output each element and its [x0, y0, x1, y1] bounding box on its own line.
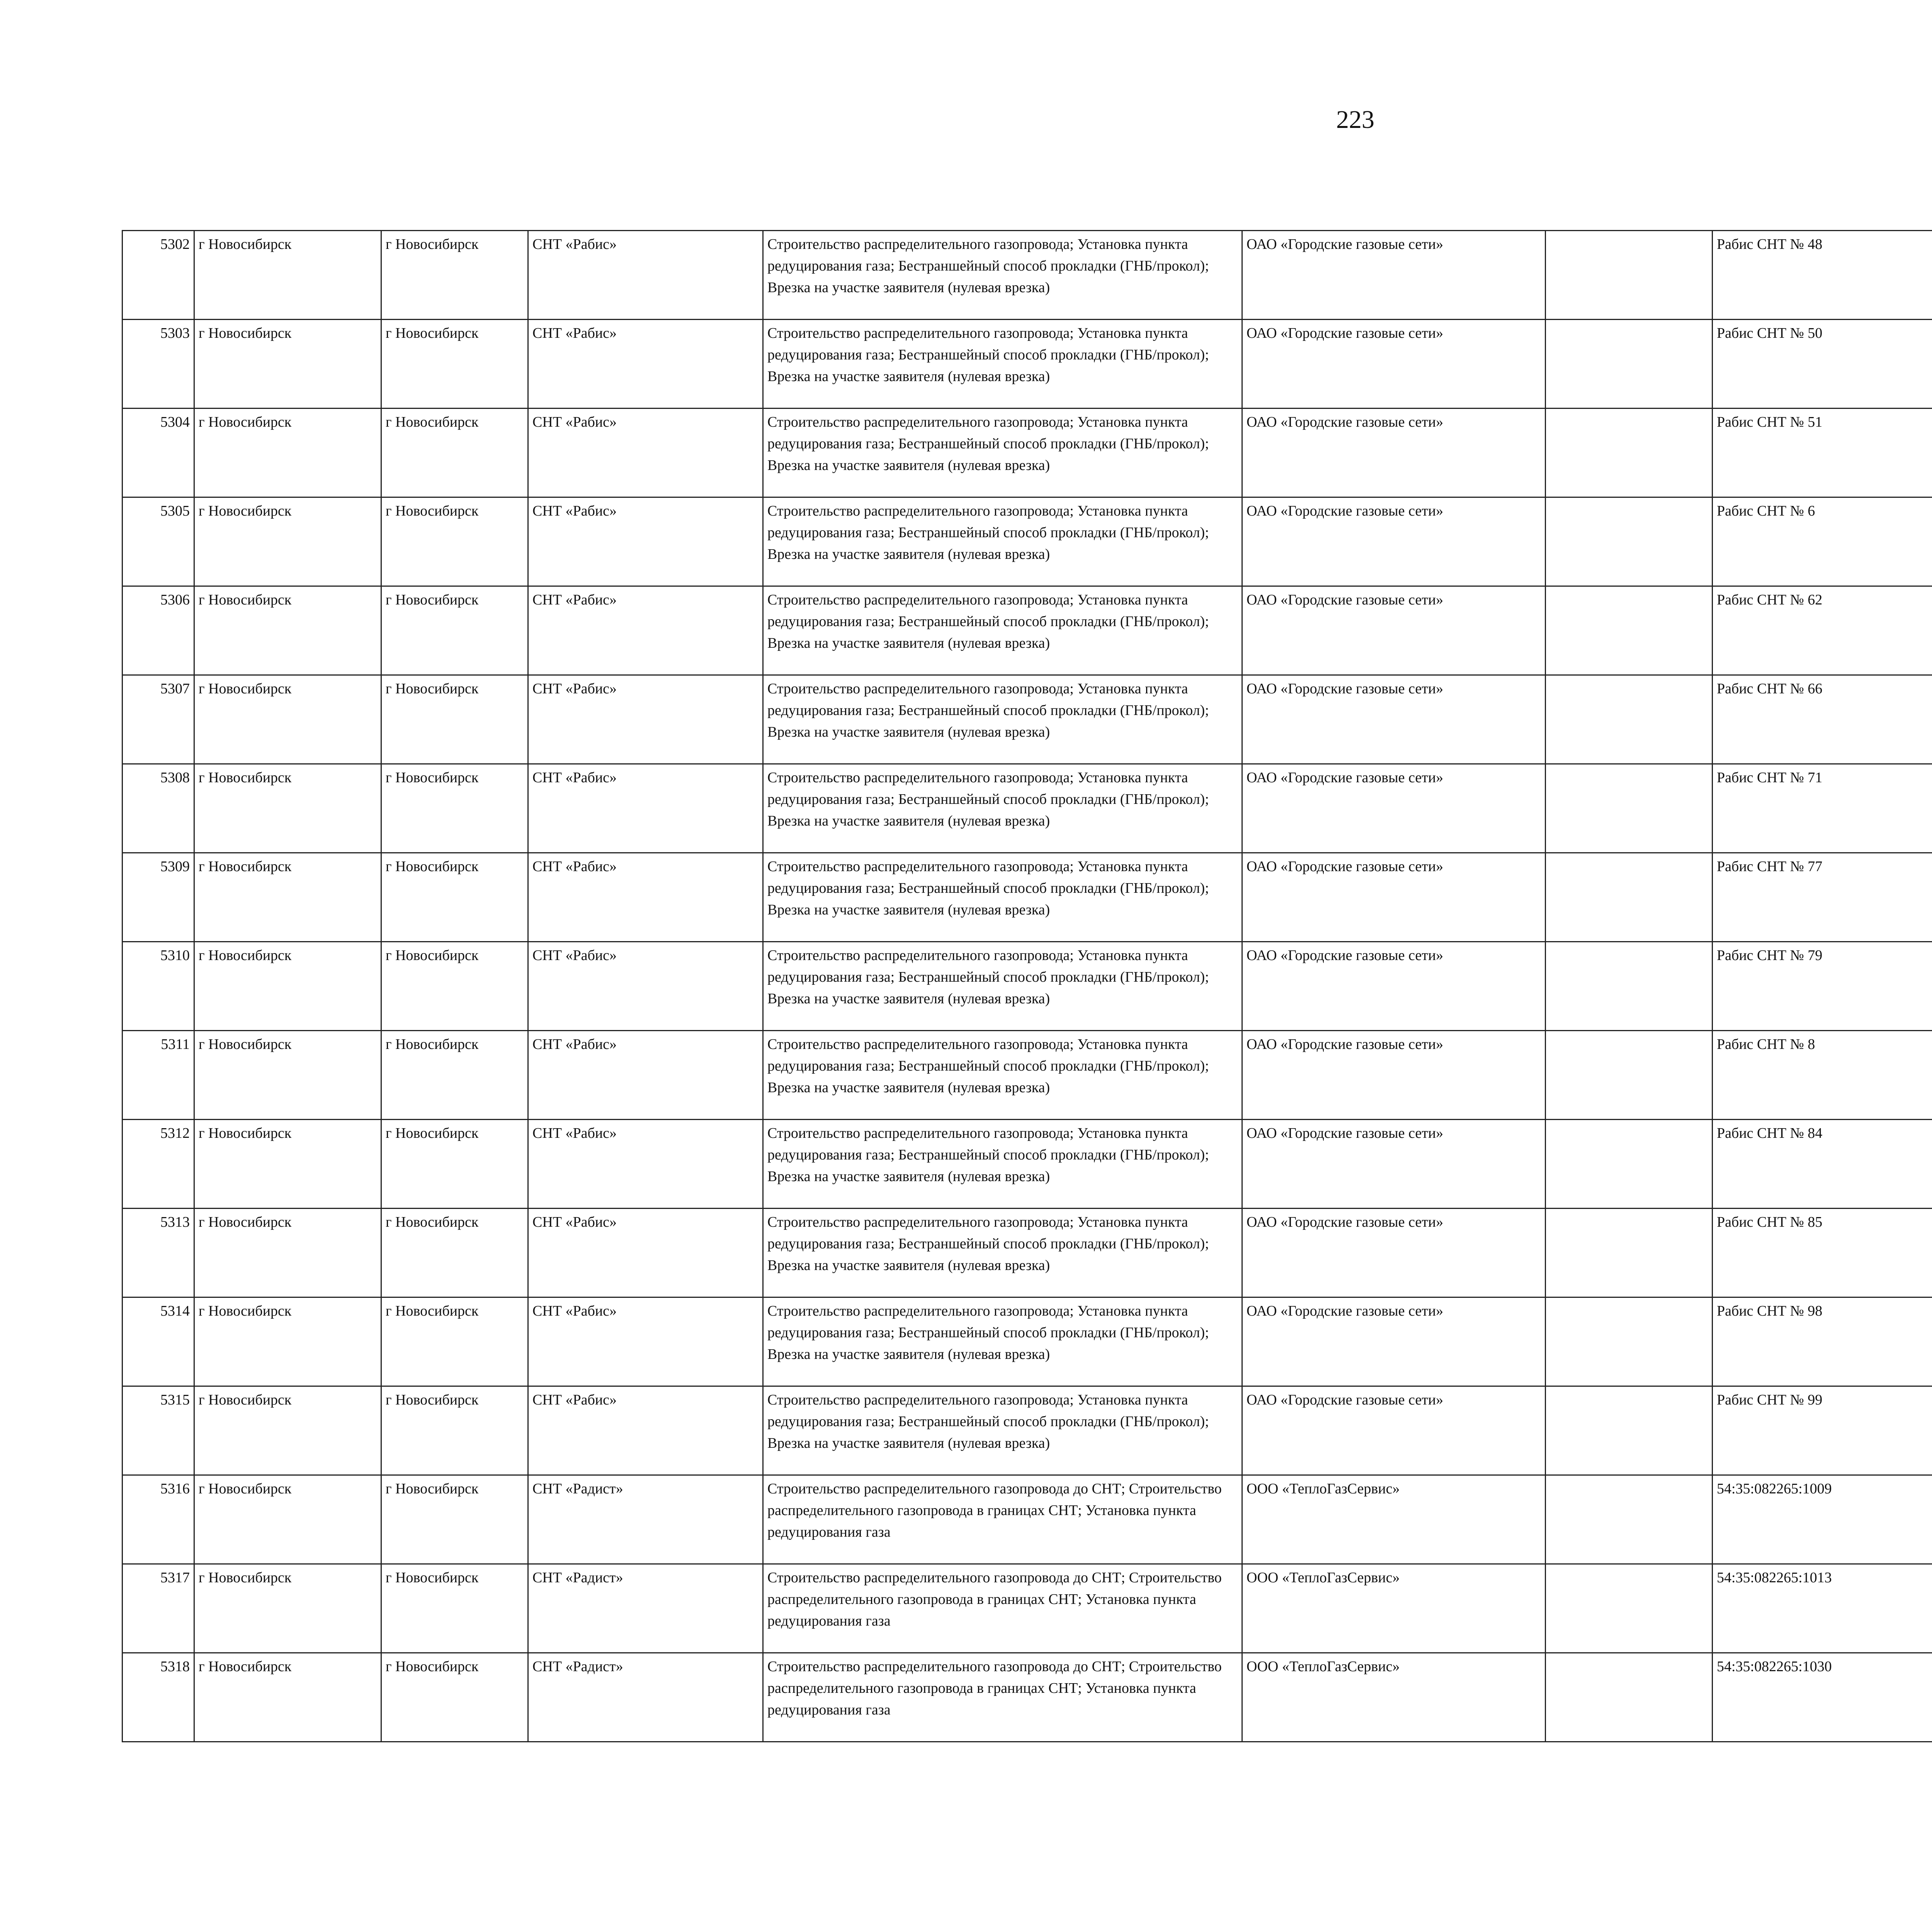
- cell-object: 54:35:082265:1009: [1713, 1475, 1932, 1564]
- table-row: [122, 320, 1932, 409]
- cell-snt: СНТ «Рабис»: [528, 1120, 763, 1209]
- cell-region: г Новосибирск: [194, 853, 381, 942]
- table-row: [122, 942, 1932, 1031]
- cell-organization: ООО «ТеплоГазСервис»: [1242, 1653, 1546, 1742]
- cell-snt: СНТ «Рабис»: [528, 764, 763, 853]
- cell-city: г Новосибирск: [381, 1564, 528, 1653]
- table-row: [122, 1564, 1932, 1653]
- cell-number: 5308: [122, 764, 194, 853]
- cell-snt: СНТ «Радист»: [528, 1475, 763, 1564]
- cell-city: г Новосибирск: [381, 409, 528, 497]
- table-row: [122, 586, 1932, 675]
- page-number: 223: [1336, 106, 1374, 134]
- cell-number: 5307: [122, 675, 194, 764]
- cell-work-description: Строительство распределительного газопровода; Установка пункта редуцирования газа; Бестраншейный способ прокладки (ГНБ/прокол); Врезка на участке заявителя (нулевая врезка): [763, 853, 1242, 942]
- cell-snt: СНТ «Рабис»: [528, 231, 763, 320]
- cell-object: Рабис СНТ № 66: [1713, 675, 1932, 764]
- table-row: [122, 409, 1932, 497]
- cell-number: 5306: [122, 586, 194, 675]
- cell-organization: ОАО «Городские газовые сети»: [1242, 409, 1546, 497]
- cell-work-description: Строительство распределительного газопровода; Установка пункта редуцирования газа; Бестраншейный способ прокладки (ГНБ/прокол); Врезка на участке заявителя (нулевая врезка): [763, 942, 1242, 1031]
- cell-number: 5317: [122, 1564, 194, 1653]
- table-row: [122, 1386, 1932, 1475]
- cell-empty: [1546, 231, 1713, 320]
- cell-city: г Новосибирск: [381, 853, 528, 942]
- cell-region: г Новосибирск: [194, 1564, 381, 1653]
- cell-snt: СНТ «Рабис»: [528, 1209, 763, 1297]
- cell-empty: [1546, 1297, 1713, 1386]
- cell-work-description: Строительство распределительного газопровода; Установка пункта редуцирования газа; Бестраншейный способ прокладки (ГНБ/прокол); Врезка на участке заявителя (нулевая врезка): [763, 675, 1242, 764]
- cell-organization: ОАО «Городские газовые сети»: [1242, 586, 1546, 675]
- cell-region: г Новосибирск: [194, 320, 381, 409]
- gasification-table: [122, 230, 1932, 1742]
- cell-number: 5302: [122, 231, 194, 320]
- cell-empty: [1546, 1386, 1713, 1475]
- cell-object: 54:35:082265:1013: [1713, 1564, 1932, 1653]
- cell-empty: [1546, 764, 1713, 853]
- cell-empty: [1546, 586, 1713, 675]
- cell-region: г Новосибирск: [194, 586, 381, 675]
- cell-snt: СНТ «Рабис»: [528, 497, 763, 586]
- table-row: [122, 1475, 1932, 1564]
- cell-work-description: Строительство распределительного газопровода до СНТ; Строительство распределительного газопровода в границах СНТ; Установка пункта редуцирования газа: [763, 1653, 1242, 1742]
- table-row: [122, 764, 1932, 853]
- cell-object: Рабис СНТ № 79: [1713, 942, 1932, 1031]
- cell-object: Рабис СНТ № 62: [1713, 586, 1932, 675]
- cell-organization: ОАО «Городские газовые сети»: [1242, 764, 1546, 853]
- cell-number: 5313: [122, 1209, 194, 1297]
- cell-object: Рабис СНТ № 99: [1713, 1386, 1932, 1475]
- cell-snt: СНТ «Рабис»: [528, 1031, 763, 1120]
- cell-work-description: Строительство распределительного газопровода; Установка пункта редуцирования газа; Бестраншейный способ прокладки (ГНБ/прокол); Врезка на участке заявителя (нулевая врезка): [763, 231, 1242, 320]
- cell-region: г Новосибирск: [194, 675, 381, 764]
- cell-organization: ООО «ТеплоГазСервис»: [1242, 1475, 1546, 1564]
- cell-empty: [1546, 1653, 1713, 1742]
- cell-snt: СНТ «Рабис»: [528, 409, 763, 497]
- cell-city: г Новосибирск: [381, 1386, 528, 1475]
- cell-work-description: Строительство распределительного газопровода; Установка пункта редуцирования газа; Бестраншейный способ прокладки (ГНБ/прокол); Врезка на участке заявителя (нулевая врезка): [763, 1209, 1242, 1297]
- cell-number: 5316: [122, 1475, 194, 1564]
- cell-region: г Новосибирск: [194, 1297, 381, 1386]
- cell-organization: ОАО «Городские газовые сети»: [1242, 1031, 1546, 1120]
- cell-city: г Новосибирск: [381, 675, 528, 764]
- cell-empty: [1546, 409, 1713, 497]
- cell-region: г Новосибирск: [194, 1386, 381, 1475]
- table-row: [122, 1120, 1932, 1209]
- cell-empty: [1546, 320, 1713, 409]
- cell-empty: [1546, 853, 1713, 942]
- cell-region: г Новосибирск: [194, 942, 381, 1031]
- cell-region: г Новосибирск: [194, 231, 381, 320]
- cell-snt: СНТ «Рабис»: [528, 586, 763, 675]
- cell-city: г Новосибирск: [381, 497, 528, 586]
- cell-organization: ОАО «Городские газовые сети»: [1242, 1120, 1546, 1209]
- cell-object: Рабис СНТ № 48: [1713, 231, 1932, 320]
- cell-city: г Новосибирск: [381, 231, 528, 320]
- cell-number: 5309: [122, 853, 194, 942]
- cell-number: 5310: [122, 942, 194, 1031]
- cell-number: 5303: [122, 320, 194, 409]
- cell-city: г Новосибирск: [381, 1297, 528, 1386]
- cell-work-description: Строительство распределительного газопровода; Установка пункта редуцирования газа; Бестраншейный способ прокладки (ГНБ/прокол); Врезка на участке заявителя (нулевая врезка): [763, 409, 1242, 497]
- cell-organization: ОАО «Городские газовые сети»: [1242, 942, 1546, 1031]
- cell-work-description: Строительство распределительного газопровода; Установка пункта редуцирования газа; Бестраншейный способ прокладки (ГНБ/прокол); Врезка на участке заявителя (нулевая врезка): [763, 1297, 1242, 1386]
- cell-number: 5315: [122, 1386, 194, 1475]
- cell-snt: СНТ «Рабис»: [528, 675, 763, 764]
- cell-object: Рабис СНТ № 98: [1713, 1297, 1932, 1386]
- cell-city: г Новосибирск: [381, 1209, 528, 1297]
- cell-work-description: Строительство распределительного газопровода; Установка пункта редуцирования газа; Бестраншейный способ прокладки (ГНБ/прокол); Врезка на участке заявителя (нулевая врезка): [763, 586, 1242, 675]
- cell-city: г Новосибирск: [381, 320, 528, 409]
- table-row: [122, 1653, 1932, 1742]
- cell-number: 5314: [122, 1297, 194, 1386]
- cell-organization: ОАО «Городские газовые сети»: [1242, 497, 1546, 586]
- cell-organization: ОАО «Городские газовые сети»: [1242, 675, 1546, 764]
- cell-number: 5318: [122, 1653, 194, 1742]
- cell-object: Рабис СНТ № 85: [1713, 1209, 1932, 1297]
- table-row: [122, 497, 1932, 586]
- cell-empty: [1546, 1120, 1713, 1209]
- cell-snt: СНТ «Рабис»: [528, 853, 763, 942]
- cell-city: г Новосибирск: [381, 764, 528, 853]
- cell-empty: [1546, 675, 1713, 764]
- cell-object: Рабис СНТ № 50: [1713, 320, 1932, 409]
- cell-city: г Новосибирск: [381, 586, 528, 675]
- cell-city: г Новосибирск: [381, 1120, 528, 1209]
- cell-work-description: Строительство распределительного газопровода; Установка пункта редуцирования газа; Бестраншейный способ прокладки (ГНБ/прокол); Врезка на участке заявителя (нулевая врезка): [763, 320, 1242, 409]
- cell-work-description: Строительство распределительного газопровода; Установка пункта редуцирования газа; Бестраншейный способ прокладки (ГНБ/прокол); Врезка на участке заявителя (нулевая врезка): [763, 1386, 1242, 1475]
- cell-organization: ОАО «Городские газовые сети»: [1242, 853, 1546, 942]
- cell-object: Рабис СНТ № 71: [1713, 764, 1932, 853]
- cell-organization: ОАО «Городские газовые сети»: [1242, 320, 1546, 409]
- cell-region: г Новосибирск: [194, 1120, 381, 1209]
- table-row: [122, 1297, 1932, 1386]
- table-body: [122, 231, 1932, 1742]
- cell-number: 5311: [122, 1031, 194, 1120]
- cell-organization: ООО «ТеплоГазСервис»: [1242, 1564, 1546, 1653]
- cell-snt: СНТ «Радист»: [528, 1653, 763, 1742]
- cell-region: г Новосибирск: [194, 1475, 381, 1564]
- cell-work-description: Строительство распределительного газопровода; Установка пункта редуцирования газа; Бестраншейный способ прокладки (ГНБ/прокол); Врезка на участке заявителя (нулевая врезка): [763, 764, 1242, 853]
- table-row: [122, 675, 1932, 764]
- cell-number: 5312: [122, 1120, 194, 1209]
- cell-region: г Новосибирск: [194, 409, 381, 497]
- cell-object: Рабис СНТ № 77: [1713, 853, 1932, 942]
- cell-object: Рабис СНТ № 6: [1713, 497, 1932, 586]
- cell-snt: СНТ «Рабис»: [528, 942, 763, 1031]
- cell-number: 5305: [122, 497, 194, 586]
- cell-organization: ОАО «Городские газовые сети»: [1242, 1386, 1546, 1475]
- cell-empty: [1546, 1475, 1713, 1564]
- cell-work-description: Строительство распределительного газопровода; Установка пункта редуцирования газа; Бестраншейный способ прокладки (ГНБ/прокол); Врезка на участке заявителя (нулевая врезка): [763, 497, 1242, 586]
- cell-work-description: Строительство распределительного газопровода до СНТ; Строительство распределительного газопровода в границах СНТ; Установка пункта редуцирования газа: [763, 1475, 1242, 1564]
- cell-region: г Новосибирск: [194, 497, 381, 586]
- cell-organization: ОАО «Городские газовые сети»: [1242, 1209, 1546, 1297]
- cell-empty: [1546, 1209, 1713, 1297]
- cell-work-description: Строительство распределительного газопровода; Установка пункта редуцирования газа; Бестраншейный способ прокладки (ГНБ/прокол); Врезка на участке заявителя (нулевая врезка): [763, 1031, 1242, 1120]
- cell-object: 54:35:082265:1030: [1713, 1653, 1932, 1742]
- cell-empty: [1546, 1564, 1713, 1653]
- cell-work-description: Строительство распределительного газопровода; Установка пункта редуцирования газа; Бестраншейный способ прокладки (ГНБ/прокол); Врезка на участке заявителя (нулевая врезка): [763, 1120, 1242, 1209]
- cell-empty: [1546, 942, 1713, 1031]
- cell-city: г Новосибирск: [381, 1031, 528, 1120]
- cell-empty: [1546, 497, 1713, 586]
- cell-organization: ОАО «Городские газовые сети»: [1242, 231, 1546, 320]
- cell-region: г Новосибирск: [194, 1653, 381, 1742]
- cell-object: Рабис СНТ № 84: [1713, 1120, 1932, 1209]
- cell-region: г Новосибирск: [194, 1031, 381, 1120]
- table-row: [122, 1209, 1932, 1297]
- table-row: [122, 1031, 1932, 1120]
- cell-work-description: Строительство распределительного газопровода до СНТ; Строительство распределительного газопровода в границах СНТ; Установка пункта редуцирования газа: [763, 1564, 1242, 1653]
- cell-city: г Новосибирск: [381, 942, 528, 1031]
- cell-object: Рабис СНТ № 51: [1713, 409, 1932, 497]
- cell-city: г Новосибирск: [381, 1475, 528, 1564]
- cell-city: г Новосибирск: [381, 1653, 528, 1742]
- cell-region: г Новосибирск: [194, 1209, 381, 1297]
- cell-number: 5304: [122, 409, 194, 497]
- cell-snt: СНТ «Радист»: [528, 1564, 763, 1653]
- cell-object: Рабис СНТ № 8: [1713, 1031, 1932, 1120]
- cell-organization: ОАО «Городские газовые сети»: [1242, 1297, 1546, 1386]
- cell-snt: СНТ «Рабис»: [528, 1297, 763, 1386]
- table-row: [122, 853, 1932, 942]
- cell-snt: СНТ «Рабис»: [528, 1386, 763, 1475]
- table-row: [122, 231, 1932, 320]
- cell-snt: СНТ «Рабис»: [528, 320, 763, 409]
- cell-empty: [1546, 1031, 1713, 1120]
- cell-region: г Новосибирск: [194, 764, 381, 853]
